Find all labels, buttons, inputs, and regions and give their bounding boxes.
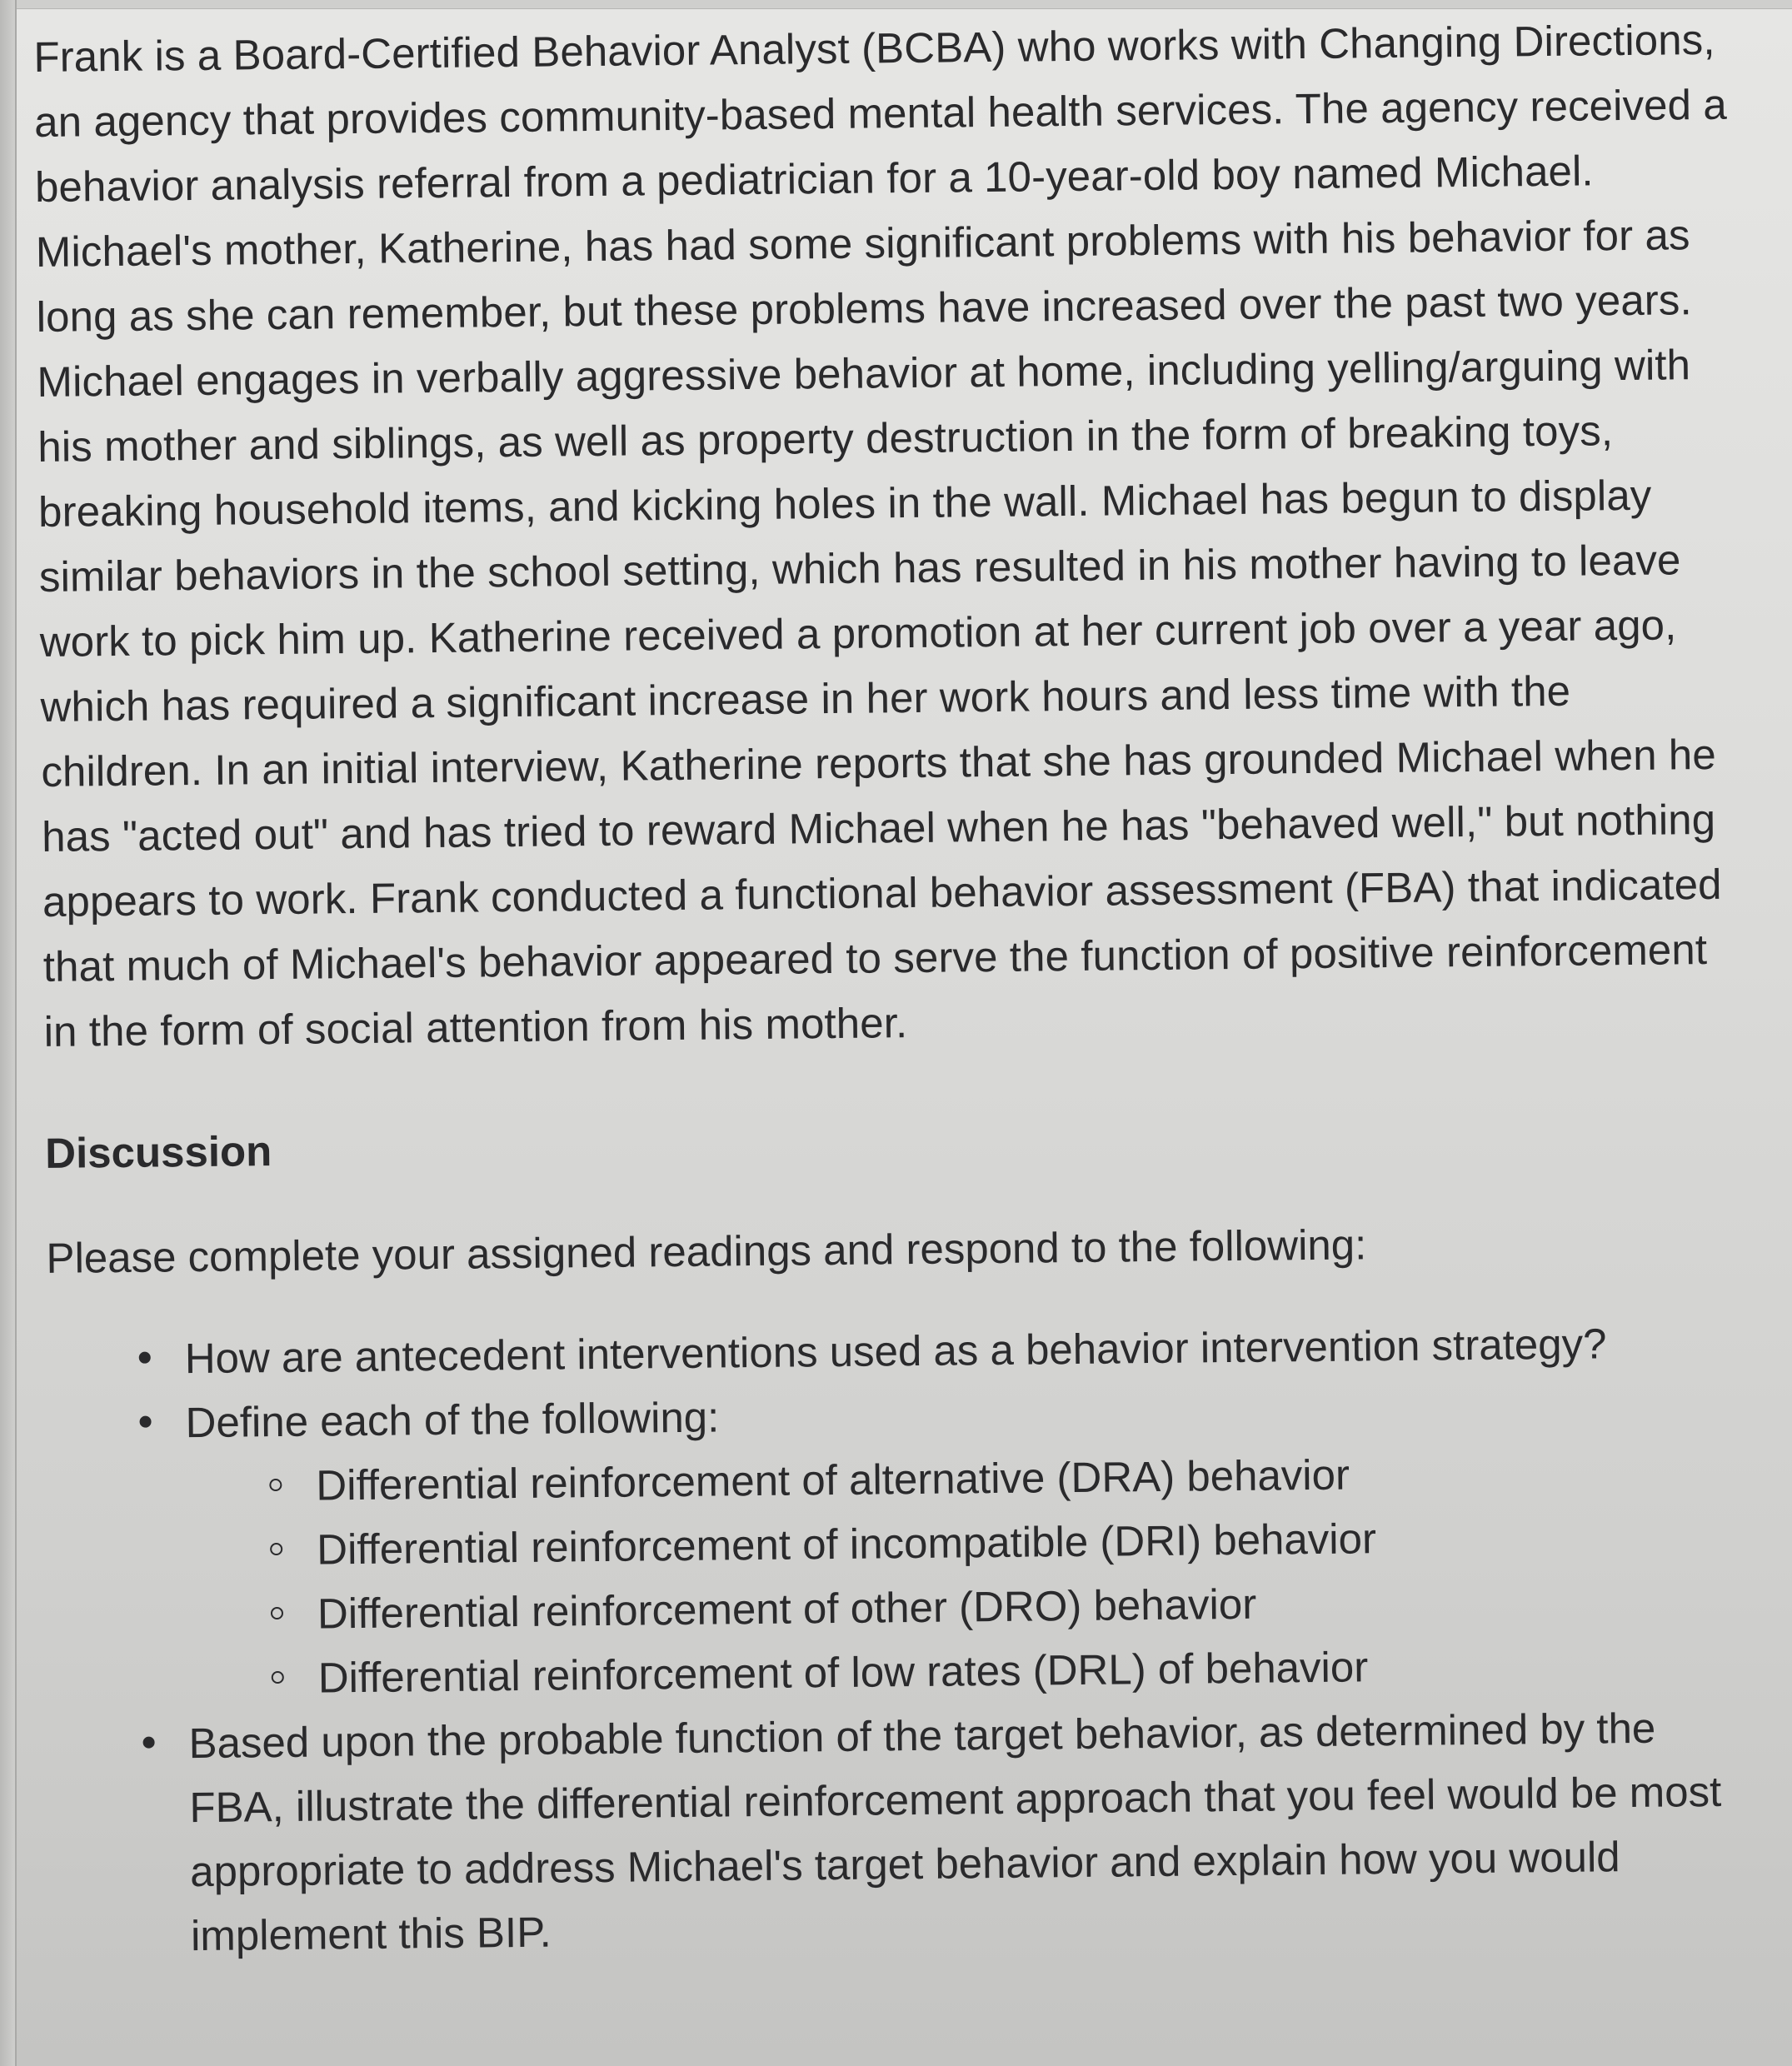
definitions-sublist [186,1439,1750,1712]
top-divider [0,0,1792,9]
term-text: Differential reinforcement of alternative (DRA) behavior [316,1450,1350,1510]
hollow-bullet-icon [271,1607,283,1619]
question-text: How are antecedent interventions used as a behavior intervention strategy? [184,1320,1607,1383]
case-study-paragraph: Frank is a Board-Certified Behavior Analyst (BCBA) who works with Changing Directions, an agency that provides community-based mental health services. The agency received a behavior analysis referral from a pediatrician for a 10-year-old boy named Michael. Michael's mother, Katherine, has had some significant problems with his behavior for as long as she can remember, but these problems have increased over the past two years. Michael engages in verbally aggressive behavior at home, including yelling/arguing with his mother and siblings, as well as property destruction in the form of breaking toys, breaking household items, and kicking holes in the wall. Michael has begun to display similar behaviors in the school setting, which has resulted in his mother having to leave work to pick him up. Katherine received a promotion at her current job over a year ago, which has required a significant increase in her work hours and less time with the children. In an initial interview, Katherine reports that she has grounded Michael when he has "acted out" and has tried to reward Michael when he has "behaved well," but nothing appears to work. Frank conducted a functional behavior assessment (FBA) that indicated that much of Michael's behavior appeared to serve the function of positive reinforcement in the form of social attention from his mother. [33,15,1728,1055]
list-item [139,1375,1750,1712]
content-area [33,7,1753,1969]
bullet-icon [139,1416,151,1428]
discussion-heading: Discussion [44,1127,272,1177]
term-text: Differential reinforcement of other (DRO) behavior [317,1579,1257,1638]
bullet-icon [139,1352,151,1364]
term-text: Differential reinforcement of incompatible (DRI) behavior [316,1515,1377,1574]
question-text: Define each of the following: [185,1393,720,1447]
discussion-questions-list [47,1310,1753,1969]
hollow-bullet-icon [270,1543,282,1555]
list-item [142,1695,1753,1969]
term-text: Differential reinforcement of low rates (DRL) of behavior [317,1643,1369,1702]
hollow-bullet-icon [269,1479,282,1491]
left-border [0,0,17,2066]
discussion-prompt: Please complete your assigned readings and respond to the following: [46,1220,1367,1282]
hollow-bullet-icon [272,1671,284,1684]
bullet-icon [143,1737,155,1749]
question-text: Based upon the probable function of the target behavior, as determined by the FBA, illustrate the differential reinforcement approach that you feel would be most appropriate to address Michael's target behavior and explain how you would implement this BIP. [188,1704,1722,1960]
